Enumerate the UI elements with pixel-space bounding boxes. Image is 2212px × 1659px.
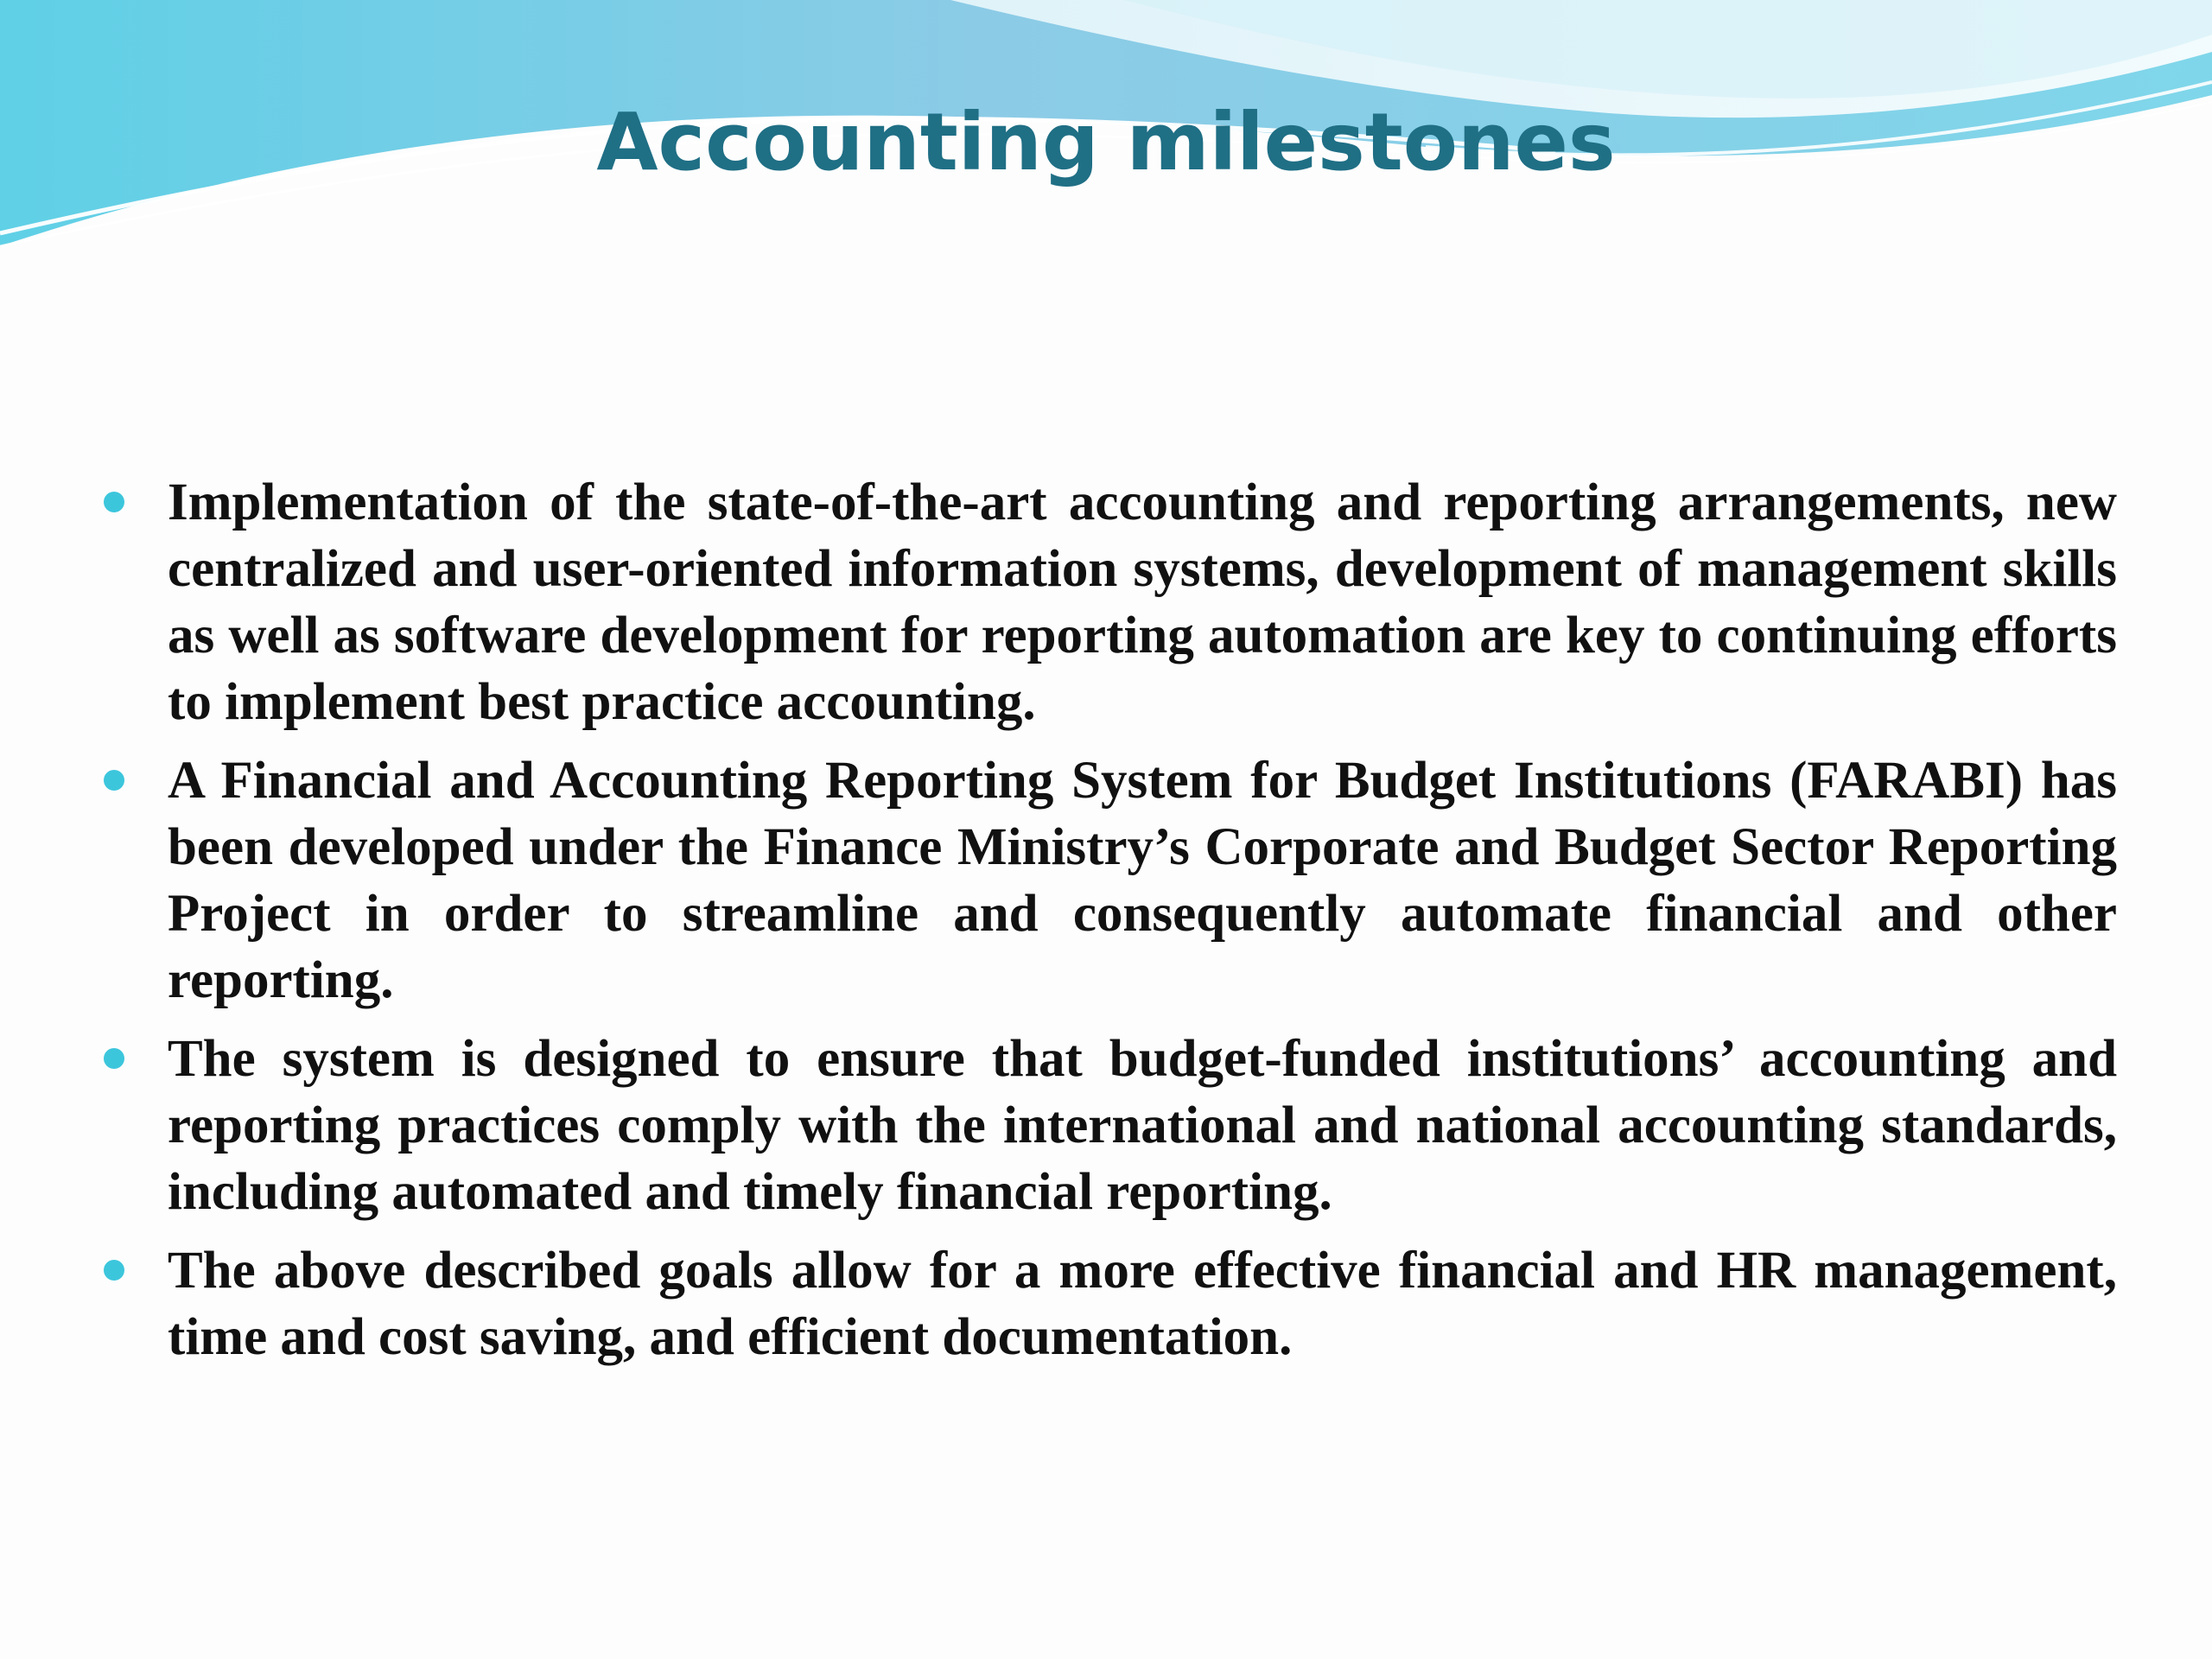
bullet-list (95, 469, 2117, 1382)
bullet-dot-icon (104, 492, 124, 512)
bullet-dot-icon (104, 1260, 124, 1281)
bullet-text: A Financial and Accounting Reporting System for Budget Institutions (FARABI) has been developed under the Finance Ministry’s Corporate and Budget Sector Reporting Project in order to streamline and consequently automate financial and other reporting. (168, 752, 2117, 1009)
bullet-item (95, 747, 2117, 1014)
bullet-item (95, 469, 2117, 735)
bullet-text: The system is designed to ensure that budget-funded institutions’ accounting and reporting practices comply with the international and national accounting standards, including automated and timely financial reporting. (168, 1030, 2117, 1221)
bullet-dot-icon (104, 770, 124, 791)
bullet-item (95, 1237, 2117, 1370)
bullet-item (95, 1026, 2117, 1225)
bullet-dot-icon (104, 1048, 124, 1069)
bullet-text: The above described goals allow for a more effective financial and HR management, time and cost saving, and efficient documentation. (168, 1242, 2117, 1366)
slide-title: Accounting milestones (596, 96, 1616, 188)
bullet-text: Implementation of the state-of-the-art accounting and reporting arrangements, new centralized and user-oriented information systems, development of management skills as well as software development for reporting automation are key to continuing efforts to implement best practice accounting. (168, 474, 2117, 731)
